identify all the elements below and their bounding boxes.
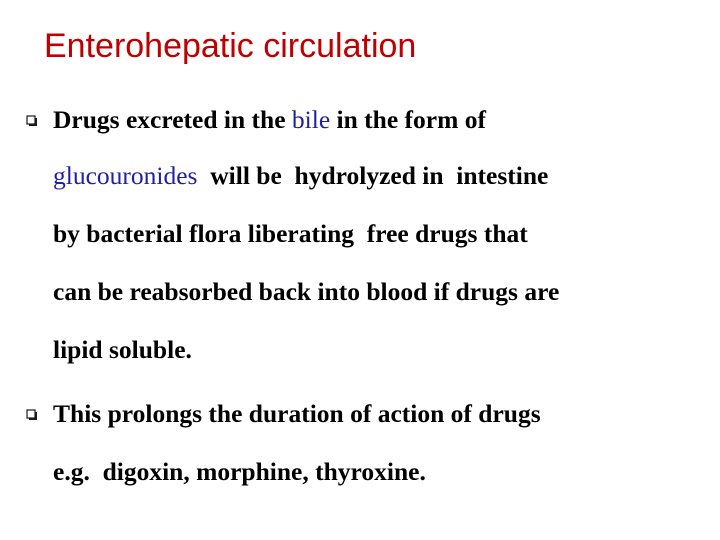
text-span: Drugs excreted in the: [53, 105, 292, 134]
bullet-text-line: [53, 218, 528, 250]
square-bullet-icon: [26, 115, 38, 127]
bullet-text-line: [53, 334, 192, 366]
bullet-text-line: [53, 398, 541, 430]
slide-title: Enterohepatic circulation: [44, 27, 417, 65]
square-bullet-icon: [26, 409, 38, 421]
text-span: e.g. digoxin, morphine, thyroxine.: [53, 457, 426, 486]
text-span: lipid soluble.: [53, 335, 192, 364]
bullet-text-line: [53, 160, 548, 192]
highlighted-term: bile: [291, 105, 331, 134]
text-span: by bacterial flora liberating free drugs that: [53, 219, 528, 248]
bullet-text-line: [53, 456, 426, 488]
text-span: in the form of: [330, 105, 486, 134]
text-span: This prolongs the duration of action of drugs: [53, 399, 541, 428]
text-span: will be hydrolyzed in intestine: [197, 161, 549, 190]
text-span: can be reabsorbed back into blood if drugs are: [53, 277, 560, 306]
highlighted-term: glucouronides: [53, 161, 198, 190]
bullet-text-line: [53, 276, 559, 308]
bullet-text-line: [53, 104, 486, 136]
